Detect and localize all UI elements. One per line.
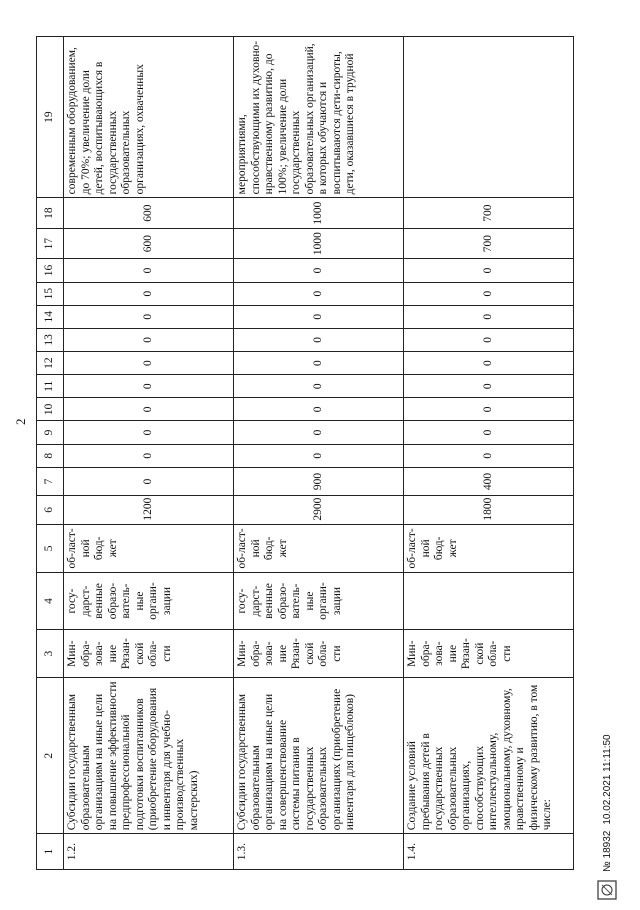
- row-number: 1.3.: [234, 834, 404, 870]
- value-cell: 700: [404, 228, 574, 259]
- value-cell: 0: [64, 375, 234, 398]
- value-cell: 1000: [234, 228, 404, 259]
- header-row: [37, 37, 64, 870]
- col-header: 17: [37, 228, 64, 259]
- value-cell: 0: [404, 282, 574, 305]
- expected-result: мероприятиями, способствующими их духовно-нравственному развитию, до 100%; увеличение доли государственных образовательных организаций, в которых обучаются и воспитываются дети-сироты, дети, оказавшиеся в трудной: [234, 37, 404, 198]
- value-cell: 0: [234, 282, 404, 305]
- col-header: 4: [37, 573, 64, 630]
- table-row: [234, 37, 404, 870]
- measure-description: Субсидии государственным образовательным организациям на иные цели на повышение эффективности предпрофессиональной подготовки воспитанников (приобретение оборудования и инвентаря для учебно-производственных мастерских): [64, 678, 234, 834]
- program-table: [36, 36, 574, 870]
- value-cell: 0: [64, 305, 234, 328]
- value-cell: 0: [64, 328, 234, 351]
- row-number: 1.2.: [64, 834, 234, 870]
- value-cell: 0: [64, 259, 234, 282]
- value-cell: 0: [64, 282, 234, 305]
- table-row: [404, 37, 574, 870]
- page-number: 2: [13, 418, 28, 425]
- row-number: 1.4.: [404, 834, 574, 870]
- executor: Мин-обра-зова-ние Рязан-ской обла-сти: [234, 629, 404, 677]
- value-cell: 0: [234, 398, 404, 421]
- value-cell: 0: [404, 352, 574, 375]
- col-header: 14: [37, 305, 64, 328]
- value-cell: 0: [234, 375, 404, 398]
- registration-stamp: [585, 620, 629, 910]
- recipient: госу-дарст-венные образо-ватель-ные органи-зации: [234, 573, 404, 630]
- measure-description: Создание условий пребывания детей в государственных образовательных организациях, способствующих интеллектуальному, эмоциональному, духовному, нравственному и физическому развитию, в том числе:: [404, 678, 574, 834]
- value-cell: 400: [404, 467, 574, 495]
- recipient: [404, 573, 574, 630]
- value-cell: 0: [234, 305, 404, 328]
- emblem-icon: [595, 878, 619, 902]
- table-row: [64, 37, 234, 870]
- value-cell: 0: [234, 444, 404, 467]
- stamp-doc-ref: № 18932: [601, 830, 613, 872]
- col-header: 19: [37, 37, 64, 198]
- value-cell: 0: [64, 467, 234, 495]
- value-cell: 2900: [234, 496, 404, 524]
- value-cell: 900: [234, 467, 404, 495]
- value-cell: 0: [404, 398, 574, 421]
- value-cell: 1000: [234, 198, 404, 229]
- col-header: 8: [37, 444, 64, 467]
- value-cell: 600: [64, 228, 234, 259]
- col-header: 10: [37, 398, 64, 421]
- col-header: 7: [37, 467, 64, 495]
- value-cell: 0: [404, 375, 574, 398]
- value-cell: 700: [404, 198, 574, 229]
- value-cell: 0: [234, 352, 404, 375]
- value-cell: 1200: [64, 496, 234, 524]
- col-header: 18: [37, 198, 64, 229]
- value-cell: 0: [404, 444, 574, 467]
- col-header: 15: [37, 282, 64, 305]
- stamp-timestamp: 10.02.2021 11:11:50: [601, 734, 613, 825]
- rotated-table-wrapper: [36, 36, 605, 870]
- col-header: 2: [37, 678, 64, 834]
- col-header: 1: [37, 834, 64, 870]
- executor: Мин-обра-зова-ние Рязан-ской обла-сти: [404, 629, 574, 677]
- value-cell: 0: [234, 259, 404, 282]
- col-header: 3: [37, 629, 64, 677]
- col-header: 13: [37, 328, 64, 351]
- value-cell: 0: [64, 352, 234, 375]
- value-cell: 0: [404, 421, 574, 444]
- value-cell: 0: [64, 444, 234, 467]
- value-cell: 0: [404, 328, 574, 351]
- executor: Мин-обра-зова-ние Рязан-ской обла-сти: [64, 629, 234, 677]
- value-cell: 0: [64, 398, 234, 421]
- measure-description: Субсидии государственным образовательным организациям на иные цели на совершенствование системы питания в государственных образовательных организациях (приобретение инвентаря для пищеблоков): [234, 678, 404, 834]
- value-cell: 0: [404, 305, 574, 328]
- col-header: 5: [37, 524, 64, 572]
- expected-result: современным оборудованием, до 70%; увеличение доли детей, воспитывающихся в государственных образовательных организациях, охваченных: [64, 37, 234, 198]
- col-header: 16: [37, 259, 64, 282]
- value-cell: 1800: [404, 496, 574, 524]
- col-header: 6: [37, 496, 64, 524]
- value-cell: 0: [404, 259, 574, 282]
- col-header: 9: [37, 421, 64, 444]
- funding-source: об-ласт-ной бюд-жет: [234, 524, 404, 572]
- funding-source: об-ласт-ной бюд-жет: [404, 524, 574, 572]
- expected-result: [404, 37, 574, 198]
- col-header: 12: [37, 352, 64, 375]
- value-cell: 600: [64, 198, 234, 229]
- col-header: 11: [37, 375, 64, 398]
- value-cell: 0: [64, 421, 234, 444]
- recipient: госу-дарст-венные образо-ватель-ные органи-зации: [64, 573, 234, 630]
- value-cell: 0: [234, 421, 404, 444]
- funding-source: об-ласт-ной бюд-жет: [64, 524, 234, 572]
- value-cell: 0: [234, 328, 404, 351]
